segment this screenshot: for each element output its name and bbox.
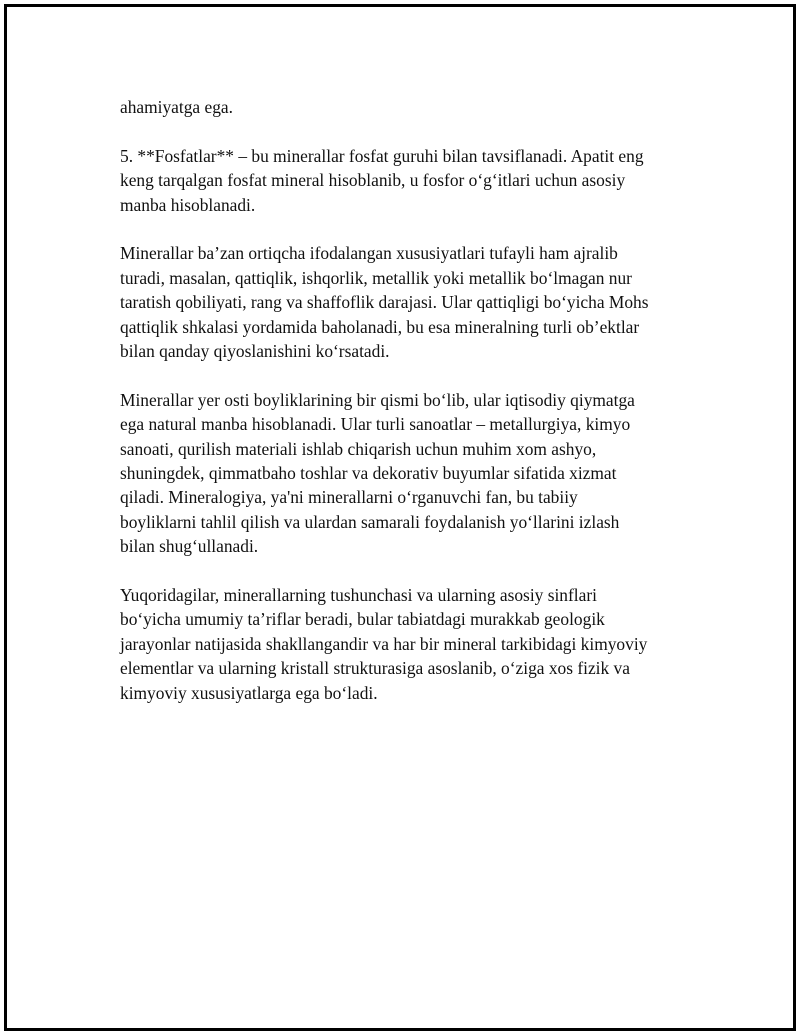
text-line: ega natural manba hisoblanadi. Ular turli sanoatlar – metallurgiya, kimyo: [120, 414, 631, 435]
document-body: [120, 95, 700, 729]
text-line: keng tarqalgan fosfat mineral hisoblanib, u fosfor o‘g‘itlari uchun asosiy: [120, 170, 626, 191]
paragraph-resources: [120, 388, 700, 559]
text-line: bo‘yicha umumiy ta’riflar beradi, bular tabiatdagi murakkab geologik: [120, 609, 605, 630]
text-line: shuningdek, qimmatbaho toshlar va dekorativ buyumlar sifatida xizmat: [120, 463, 617, 484]
text-line: 5. **Fosfatlar** – bu minerallar fosfat guruhi bilan tavsiflanadi. Apatit eng: [120, 145, 644, 166]
text-line: sanoati, qurilish materiali ishlab chiqarish uchun muhim xom ashyo,: [120, 438, 597, 459]
text-line: Yuqoridagilar, minerallarning tushunchasi va ularning asosiy sinflari: [120, 585, 597, 606]
paragraph-fosfatlar: [120, 144, 700, 217]
text-line: bilan shug‘ullanadi.: [120, 536, 259, 557]
text-line: bilan qanday qiyoslanishini ko‘rsatadi.: [120, 341, 390, 362]
text-line: Minerallar ba’zan ortiqcha ifodalangan xususiyatlari tufayli ham ajralib: [120, 243, 618, 264]
text-line: qiladi. Mineralogiya, ya'ni minerallarni o‘rganuvchi fan, bu tabiiy: [120, 487, 578, 508]
paragraph-summary: [120, 583, 700, 705]
text-line: jarayonlar natijasida shakllangandir va har bir mineral tarkibidagi kimyoviy: [120, 633, 648, 654]
text-line: elementlar va ularning kristall strukturasiga asoslanib, o‘ziga xos fizik va: [120, 658, 630, 679]
text-line: manba hisoblanadi.: [120, 194, 256, 215]
text-line: Minerallar yer osti boyliklarining bir qismi bo‘lib, ular iqtisodiy qiymatga: [120, 389, 635, 410]
document-page: [4, 4, 796, 1031]
paragraph-properties: [120, 241, 700, 363]
text-line: taratish qobiliyati, rang va shaffoflik darajasi. Ular qattiqligi bo‘yicha Mohs: [120, 292, 649, 313]
text-line: ahamiyatga ega.: [120, 97, 233, 117]
text-line: boyliklarni tahlil qilish va ulardan samarali foydalanish yo‘llarini izlash: [120, 511, 620, 532]
text-line: turadi, masalan, qattiqlik, ishqorlik, metallik yoki metallik bo‘lmagan nur: [120, 267, 632, 288]
text-line: qattiqlik shkalasi yordamida baholanadi, bu esa mineralning turli ob’ektlar: [120, 316, 640, 337]
text-line: kimyoviy xususiyatlarga ega bo‘ladi.: [120, 682, 378, 703]
paragraph-continuation: [120, 95, 700, 119]
